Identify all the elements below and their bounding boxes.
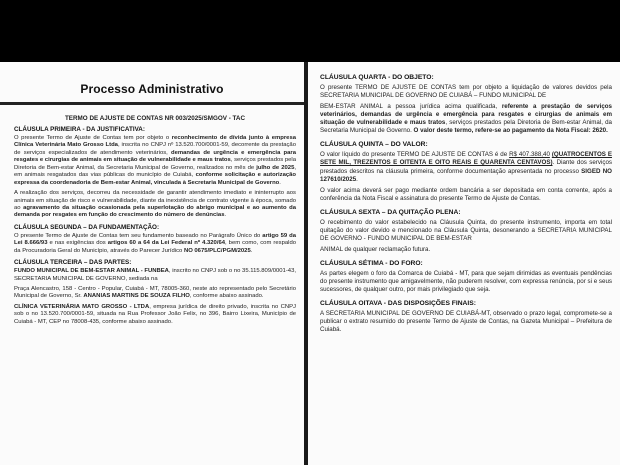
right-page: [308, 62, 620, 465]
clause-fifth-paragraph-2: O valor acima deverá ser pago mediante ordem bancária a ser depositada em conta corrente, após a conferência da Nota Fiscal e assinatura do presente Termo de Ajuste de Contas.: [320, 186, 612, 202]
clause-third-paragraph-3: CLÍNICA VETERINÁRIA MATO GROSSO - LTDA, empresa jurídica de direito privado, inscrita no CNPJ sob o no 13.520.700/0001-59, situada na Rua Professor João Felix, no 396, Bairro Lixeira, Município de Cuiabá - MT, CEP no 78008-435, conforme abaixo assinado.: [14, 303, 296, 325]
clause-fifth-heading: CLÁUSULA QUINTA – DO VALOR:: [320, 141, 428, 149]
clause-third-paragraph-2: Praça Alencastro, 158 - Centro - Popular, Cuiabá - MT, 78005-360, neste ato representado pelo Secretário Municipal de Governo, Sr. ANANIAS MARTINS DE SOUZA FILHO, conforme abaixo assinado.: [14, 286, 296, 300]
clause-fourth-heading: CLÁUSULA QUARTA - DO OBJETO:: [320, 74, 434, 81]
clause-first-heading: CLÁUSULA PRIMEIRA - DA JUSTIFICATIVA:: [14, 126, 145, 133]
clause-third-paragraph-1: FUNDO MUNICIPAL DE BEM-ESTAR ANIMAL - FUNBEA, inscrito no CNPJ sob o no 35.115.809/0001-43, SECRETARIA MUNICIPAL DE GOVERNO, sediada na: [14, 268, 296, 282]
clause-sixth-paragraph-1: O recebimento do valor estabelecido na Cláusula Quinta, do presente instrumento, importa em total quitação do valor devido e mencionado na Cláusula Quinta, desonerando a SECRETARIA MUNICIPAL DE GOVERNO - FUNDO MUNICIPAL DE BEM-ESTAR: [320, 218, 612, 242]
clause-second-heading: CLÁUSULA SEGUNDA – DA FUNDAMENTAÇÃO:: [14, 223, 160, 231]
clause-fourth-paragraph-2: BEM-ESTAR ANIMAL a pessoa jurídica acima qualificada, referente a prestação de serviços veterinários, demandas de urgência e emergência para resgates e cirurgias de animais em situação de vulnerabilidade e maus tratos, serviços prestados pela Diretoria de Bem-estar Animal, da Secretaria Municipal de Governo. O valor deste termo, refere-se ao pagamento da Nota Fiscal: 2620.: [320, 103, 613, 135]
clause-sixth-heading: CLÁUSULA SEXTA – DA QUITAÇÃO PLENA:: [320, 208, 461, 216]
clause-seventh-heading: CLÁUSULA SÉTIMA - DO FORO:: [320, 260, 423, 267]
clause-third-heading: CLÁUSULA TERCEIRA – DAS PARTES:: [14, 259, 132, 267]
term-title: TERMO DE AJUSTE DE CONTAS NR 003/2025/SMGOV - TAC: [64, 115, 246, 122]
clause-seventh-paragraph: As partes elegem o foro da Comarca de Cuiabá - MT, para que sejam dirimidas as eventuais pendências do presente instrumento que amigavelmente, não puderem resolver, com expressa renúncia, por si e seus sucessores, de qualquer outro, por mais privilegiado que seja.: [320, 270, 612, 294]
page-title: Processo Administrativo: [80, 82, 224, 96]
clause-first-paragraph-2: A realização dos serviços, decorreu da necessidade de garantir atendimento imediato e ininterrupto aos animais em situação de risco e vulnerabilidade, diante da inexistência de contrato vigente à época, somado ao agravamento da situação ocasionada pela superlotação do abrigo municipal e ao aumento da demanda por resgates em função do crescimento do número de denúncias.: [14, 190, 296, 219]
clause-fifth-paragraph-1: O valor líquido do presente TERMO DE AJUSTE DE CONTAS é de R$ 407.388,40 (QUATROCENTOS E SETE MIL, TREZENTOS E OITENTA E OITO REAIS E QUARENTA CENTAVOS). Diante dos serviços prestados descritos na cláusula primeira, conforme documentação apresentada no processo SIGED NO 127610/2025.: [320, 151, 612, 183]
clause-eighth-paragraph: A SECRETARIA MUNICIPAL DE GOVERNO DE CUIABÁ-MT, observado o prazo legal, compromete-se a publicar o extrato resumido do presente Termo de Ajuste de Contas, na Gazeta Municipal – Prefeitura de Cuiabá.: [320, 310, 612, 334]
clause-sixth-paragraph-2: ANIMAL de qualquer reclamação futura.: [320, 245, 431, 253]
top-black-band: [0, 0, 620, 62]
clause-fourth-paragraph-1: O presente TERMO DE AJUSTE DE CONTAS tem por objeto a liquidação de valores devidos pela SECRETARIA MUNICIPAL DE GOVERNO DE CUIABÁ – FUNDO MUNICIPAL DE: [320, 84, 612, 100]
left-page: [0, 62, 304, 465]
clause-second-paragraph: O presente Termo de Ajuste de Contas tem seu fundamento baseado no Parágrafo Único do artigo 59 da Lei 8.666/93 e nas exigências dos artigos 60 a 64 da Lei Federal nº 4.320/64, bem como, com respaldo da Procuradoria Geral do Município, através do Parecer Jurídico NO 0675/PLC/PGM/2025.: [14, 232, 296, 254]
clause-eighth-heading: CLÁUSULA OITAVA - DAS DISPOSIÇÕES FINAIS:: [320, 300, 476, 308]
title-divider: [0, 102, 304, 105]
clause-first-paragraph-1: O presente Termo de Ajuste de Contas tem por objeto o reconhecimento de dívida junto à empresa Clínica Veterinária Mato Grosso Ltda, inscrita no CNPJ nº 13.520.700/0001-59, decorrente da prestação de serviços especializados de atendimento veterinários, demandas de urgência e emergência para resgates e cirurgias de animais em situação de vulnerabilidade e maus tratos, serviços prestados pela Diretoria de Bem-estar Animal, da Secretaria Municipal de Governo, realizados no mês de julho de 2025, em animais resgatados das vias públicas do município de Cuiabá, conforme solicitação e autorização expressa da coordenadoria de Bem-estar Animal, vinculada à Secretaria Municipal de Governo.: [14, 135, 297, 186]
